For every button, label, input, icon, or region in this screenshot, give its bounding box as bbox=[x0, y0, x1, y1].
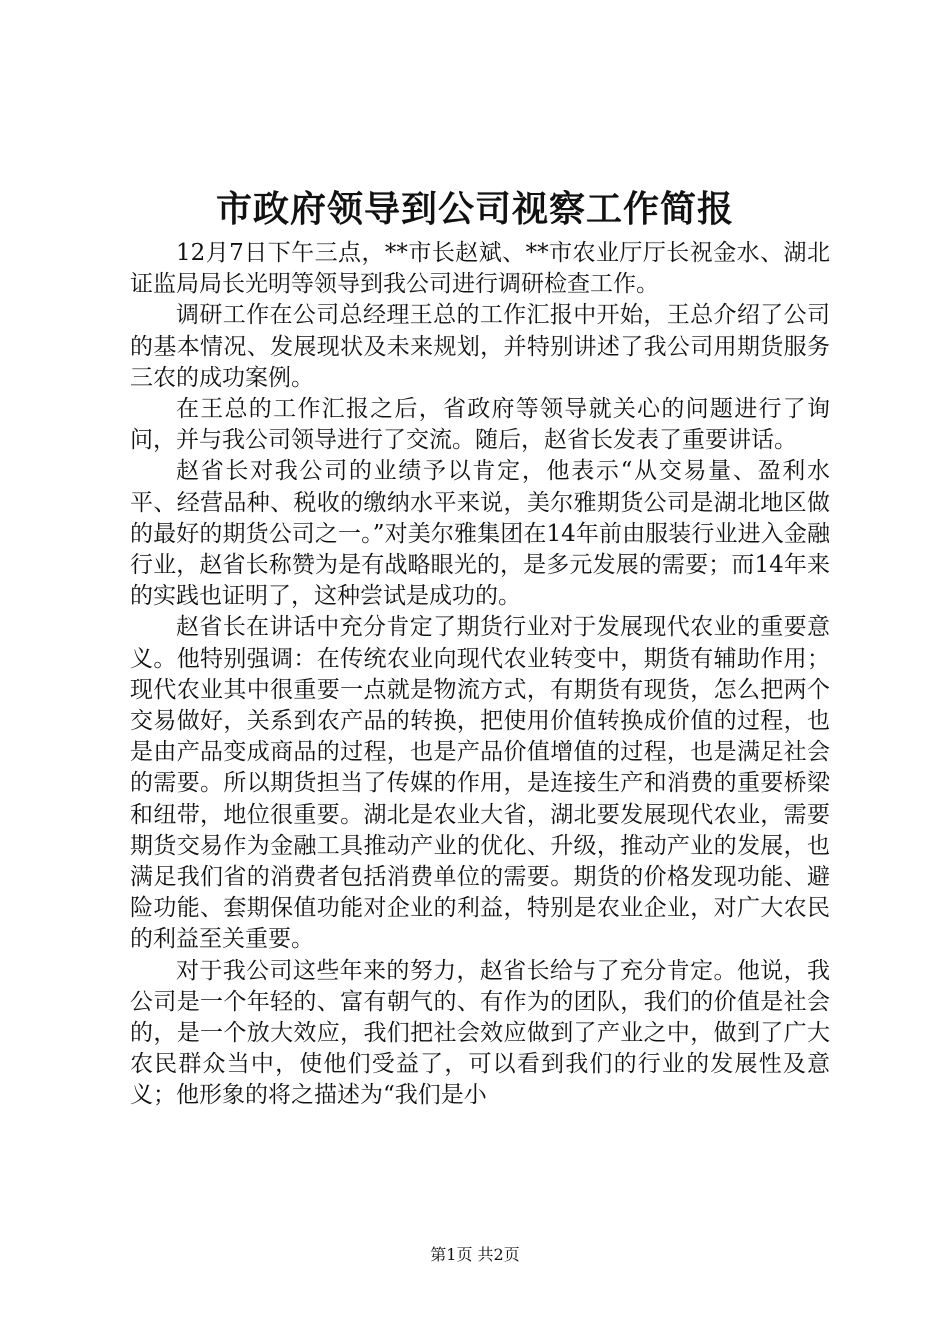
paragraph: 调研工作在公司总经理王总的工作汇报中开始，王总介绍了公司的基本情况、发展现状及未来规划，并特别讲述了我公司用期货服务三农的成功案例。 bbox=[130, 302, 830, 391]
paragraph: 在王总的工作汇报之后，省政府等领导就关心的问题进行了询问，并与我公司领导进行了交流。随后，赵省长发表了重要讲话。 bbox=[130, 396, 830, 454]
paragraph: 对于我公司这些年来的努力，赵省长给与了充分肯定。他说，我公司是一个年轻的、富有朝气的、有作为的团队，我们的价值是社会的，是一个放大效应，我们把社会效应做到了产业之中，做到了广大农民群众当中，使他们受益了，可以看到我们的行业的发展性及意义；他形象的将之描述为“我们是小 bbox=[130, 957, 830, 1109]
paragraph: 赵省长对我公司的业绩予以肯定，他表示“从交易量、盈利水平、经营品种、税收的缴纳水平来说，美尔雅期货公司是湖北地区做的最好的期货公司之一。”对美尔雅集团在14年前由服装行业进入金融行业，赵省长称赞为是有战略眼光的，是多元发展的需要；而14年来的实践也证明了，这种尝试是成功的。 bbox=[130, 458, 830, 610]
paragraph: 赵省长在讲话中充分肯定了期货行业对于发展现代农业的重要意义。他特别强调：在传统农业向现代农业转变中，期货有辅助作用；现代农业其中很重要一点就是物流方式，有期货有现货，怎么把两个交易做好，关系到农产品的转换，把使用价值转换成价值的过程，也是由产品变成商品的过程，也是产品价值增值的过程，也是满足社会的需要。所以期货担当了传媒的作用，是连接生产和消费的重要桥梁和纽带，地位很重要。湖北是农业大省，湖北要发展现代农业，需要期货交易作为金融工具推动产业的优化、升级，推动产业的发展，也满足我们省的消费者包括消费单位的需要。期货的价格发现功能、避险功能、套期保值功能对企业的利益，特别是农业企业，对广大农民的利益至关重要。 bbox=[130, 614, 830, 953]
document-title: 市政府领导到公司视察工作简报 bbox=[215, 188, 734, 230]
paragraph: 12月7日下午三点，**市长赵斌、**市农业厅厅长祝金水、湖北证监局局长光明等领导到我公司进行调研检查工作。 bbox=[130, 240, 830, 298]
page-number-footer: 第1页 共2页 bbox=[430, 1245, 520, 1264]
document-body bbox=[130, 238, 830, 1112]
